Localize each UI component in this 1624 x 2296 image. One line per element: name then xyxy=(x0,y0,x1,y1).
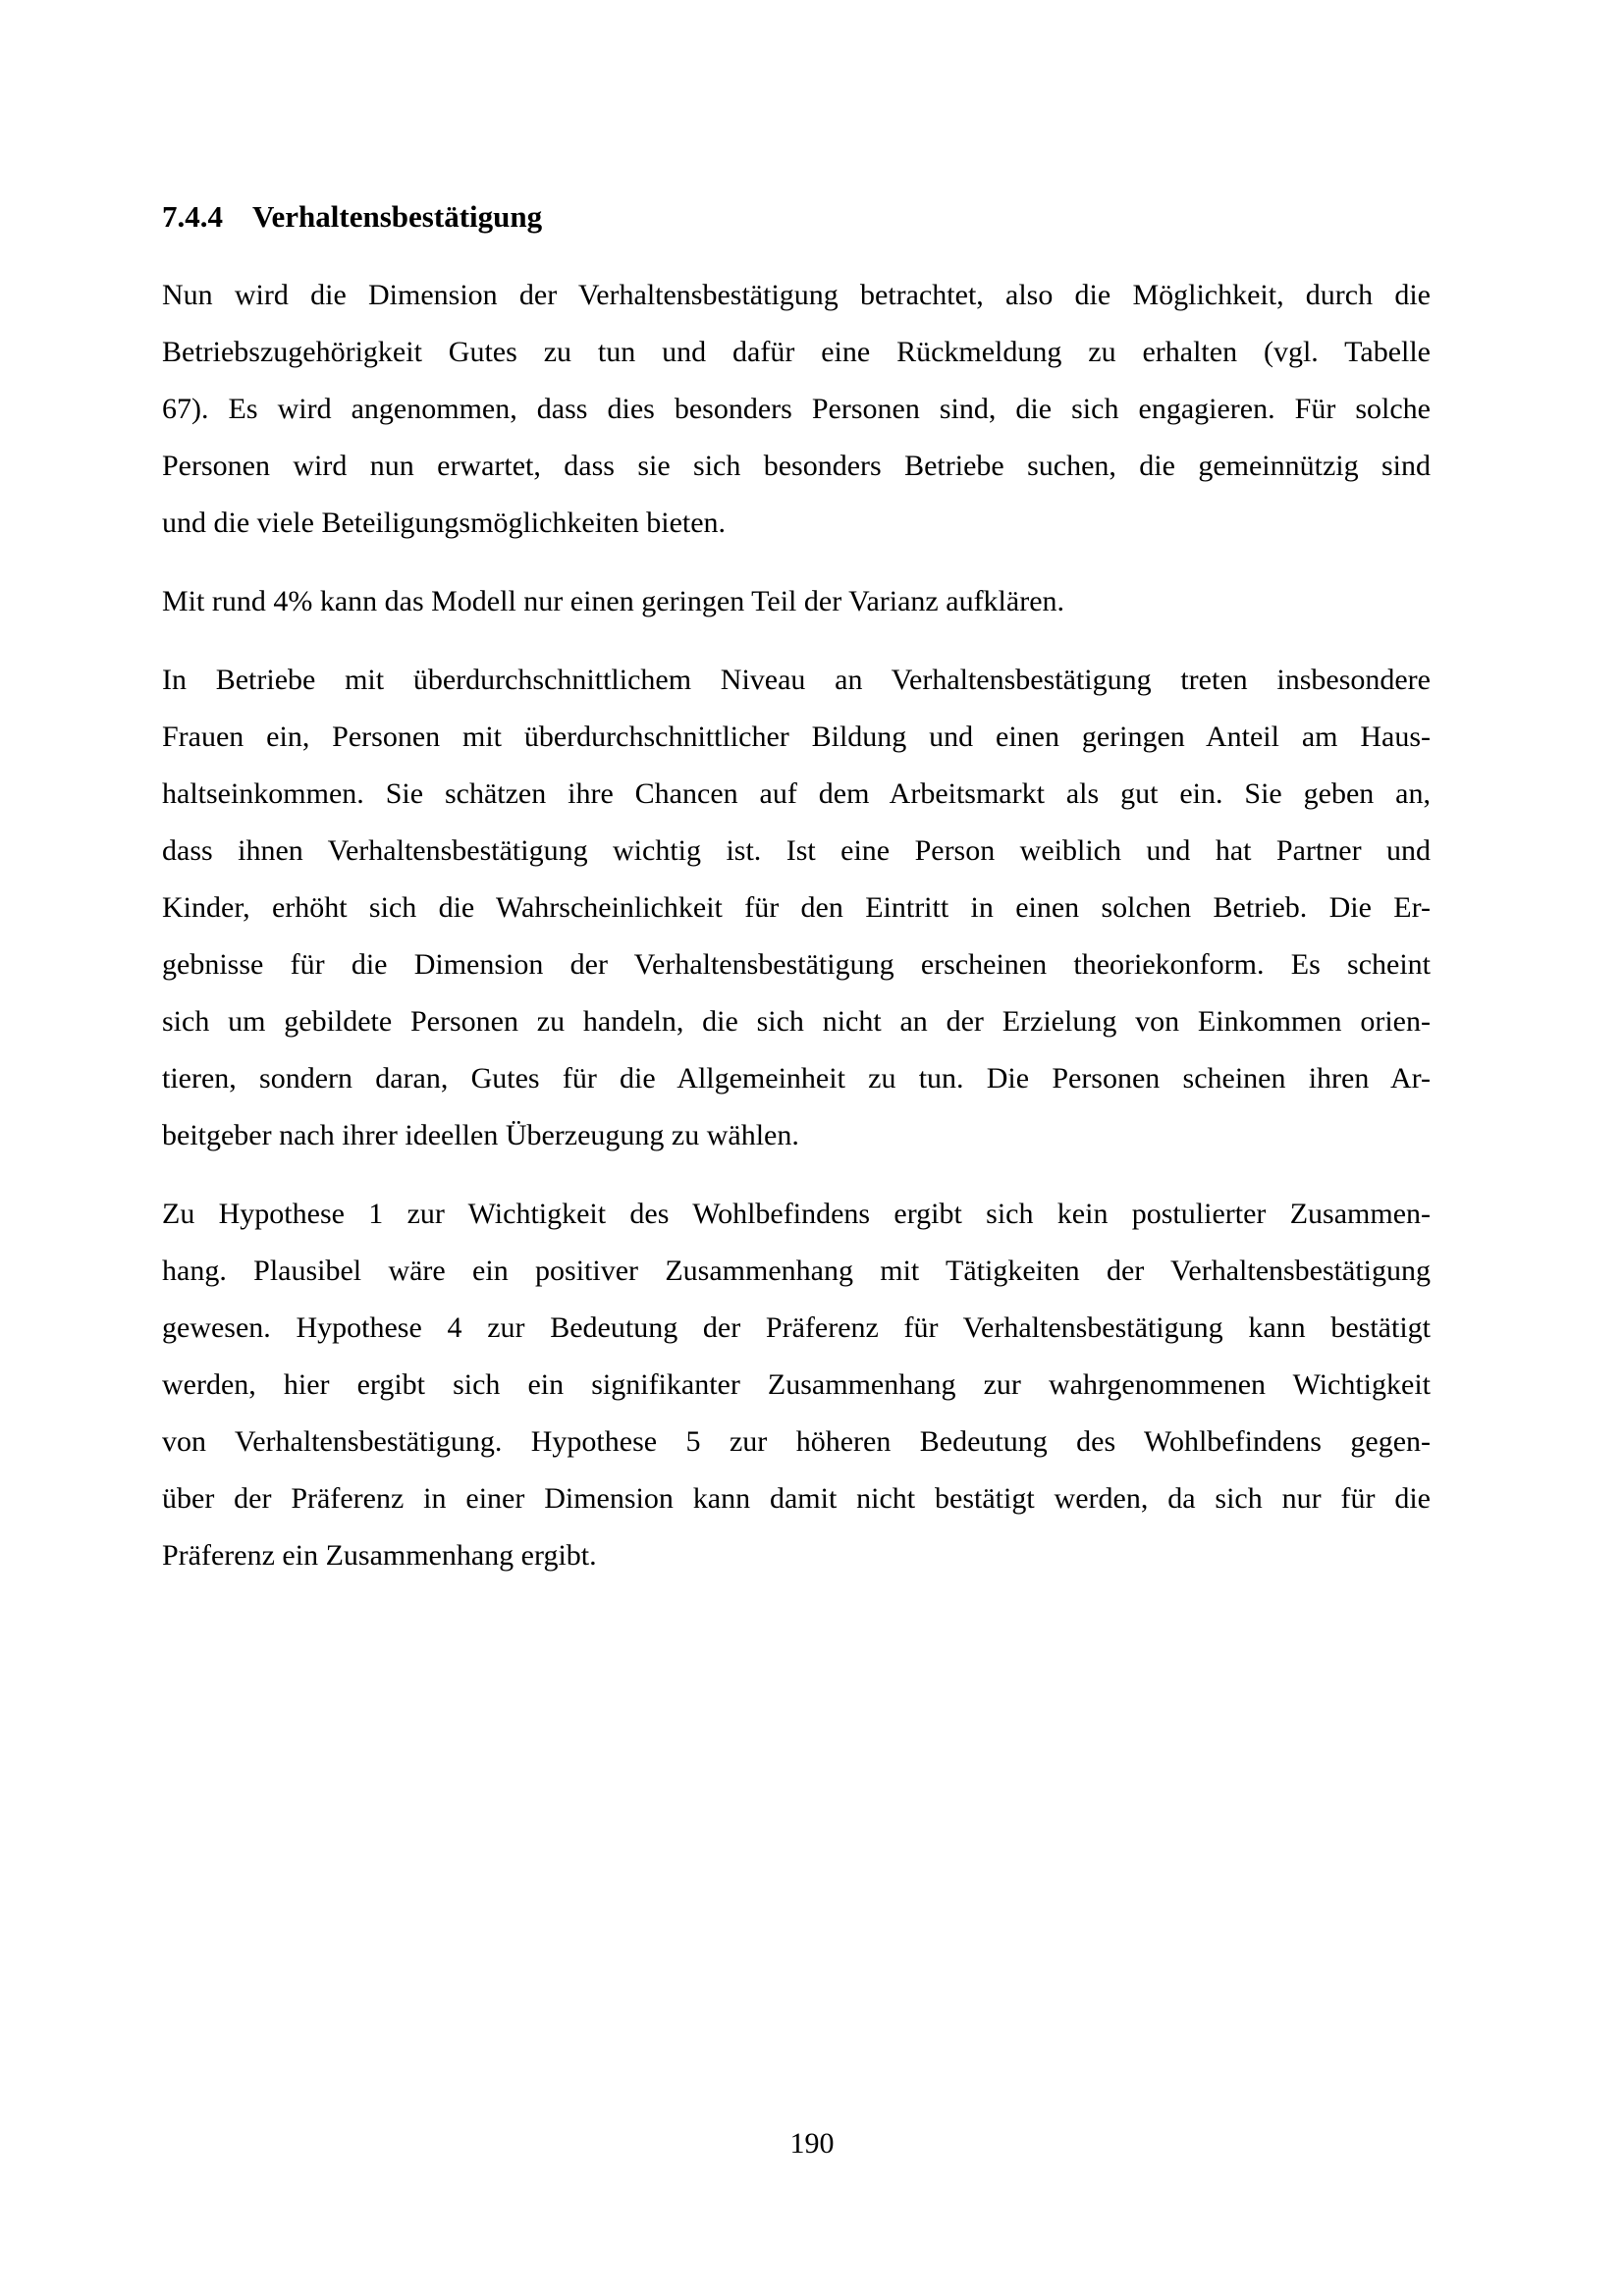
text-line: Personen wird nun erwartet, dass sie sich besonders Betriebe suchen, die gemeinnützig sind xyxy=(162,450,1431,482)
text-line: haltseinkommen. Sie schätzen ihre Chancen auf dem Arbeitsmarkt als gut ein. Sie geben an, xyxy=(162,777,1431,810)
text-line: sich um gebildete Personen zu handeln, die sich nicht an der Erzielung von Einkommen orien- xyxy=(162,1005,1431,1038)
section-number: 7.4.4 xyxy=(162,199,223,234)
text-line: Nun wird die Dimension der Verhaltensbestätigung betrachtet, also die Möglichkeit, durch die xyxy=(162,279,1431,311)
text-line: gewesen. Hypothese 4 zur Bedeutung der Präferenz für Verhaltensbestätigung kann bestätigt xyxy=(162,1311,1431,1344)
text-line: beitgeber nach ihrer ideellen Überzeugung zu wählen. xyxy=(162,1119,799,1151)
text-line: hang. Plausibel wäre ein positiver Zusammenhang mit Tätigkeiten der Verhaltensbestätigung xyxy=(162,1255,1431,1287)
text-line: Zu Hypothese 1 zur Wichtigkeit des Wohlbefindens ergibt sich kein postulierter Zusammen- xyxy=(162,1198,1431,1230)
text-line: In Betriebe mit überdurchschnittlichem Niveau an Verhaltensbestätigung treten insbesondere xyxy=(162,664,1431,696)
text-line: Kinder, erhöht sich die Wahrscheinlichkeit für den Eintritt in einen solchen Betrieb. Die Er- xyxy=(162,891,1431,924)
text-line: über der Präferenz in einer Dimension kann damit nicht bestätigt werden, da sich nur für die xyxy=(162,1482,1431,1515)
text-line: 67). Es wird angenommen, dass dies besonders Personen sind, die sich engagieren. Für solche xyxy=(162,393,1431,425)
body-text xyxy=(162,267,1431,1584)
section-heading xyxy=(162,188,1431,245)
paragraph xyxy=(162,652,1431,1164)
text-line: und die viele Beteiligungsmöglichkeiten bieten. xyxy=(162,507,727,539)
text-line: werden, hier ergibt sich ein signifikanter Zusammenhang zur wahrgenommenen Wichtigkeit xyxy=(162,1368,1431,1401)
text-line: Präferenz ein Zusammenhang ergibt. xyxy=(162,1539,597,1572)
page-content xyxy=(162,188,1431,1584)
text-line: tieren, sondern daran, Gutes für die Allgemeinheit zu tun. Die Personen scheinen ihren Ar- xyxy=(162,1062,1431,1095)
paragraph xyxy=(162,573,1431,630)
text-line: gebnisse für die Dimension der Verhaltensbestätigung erscheinen theoriekonform. Es scheint xyxy=(162,948,1431,981)
paragraph xyxy=(162,267,1431,552)
text-line: Frauen ein, Personen mit überdurchschnittlicher Bildung und einen geringen Anteil am Haus- xyxy=(162,721,1431,753)
text-line: Betriebszugehörigkeit Gutes zu tun und dafür eine Rückmeldung zu erhalten (vgl. Tabelle xyxy=(162,336,1431,368)
section-title: Verhaltensbestätigung xyxy=(252,199,543,234)
page-number: 190 xyxy=(789,2127,835,2160)
text-line: dass ihnen Verhaltensbestätigung wichtig ist. Ist eine Person weiblich und hat Partner und xyxy=(162,834,1431,867)
text-line: von Verhaltensbestätigung. Hypothese 5 zur höheren Bedeutung des Wohlbefindens gegen- xyxy=(162,1425,1431,1458)
paragraph xyxy=(162,1186,1431,1584)
text-line: Mit rund 4% kann das Modell nur einen geringen Teil der Varianz aufklären. xyxy=(162,585,1065,617)
